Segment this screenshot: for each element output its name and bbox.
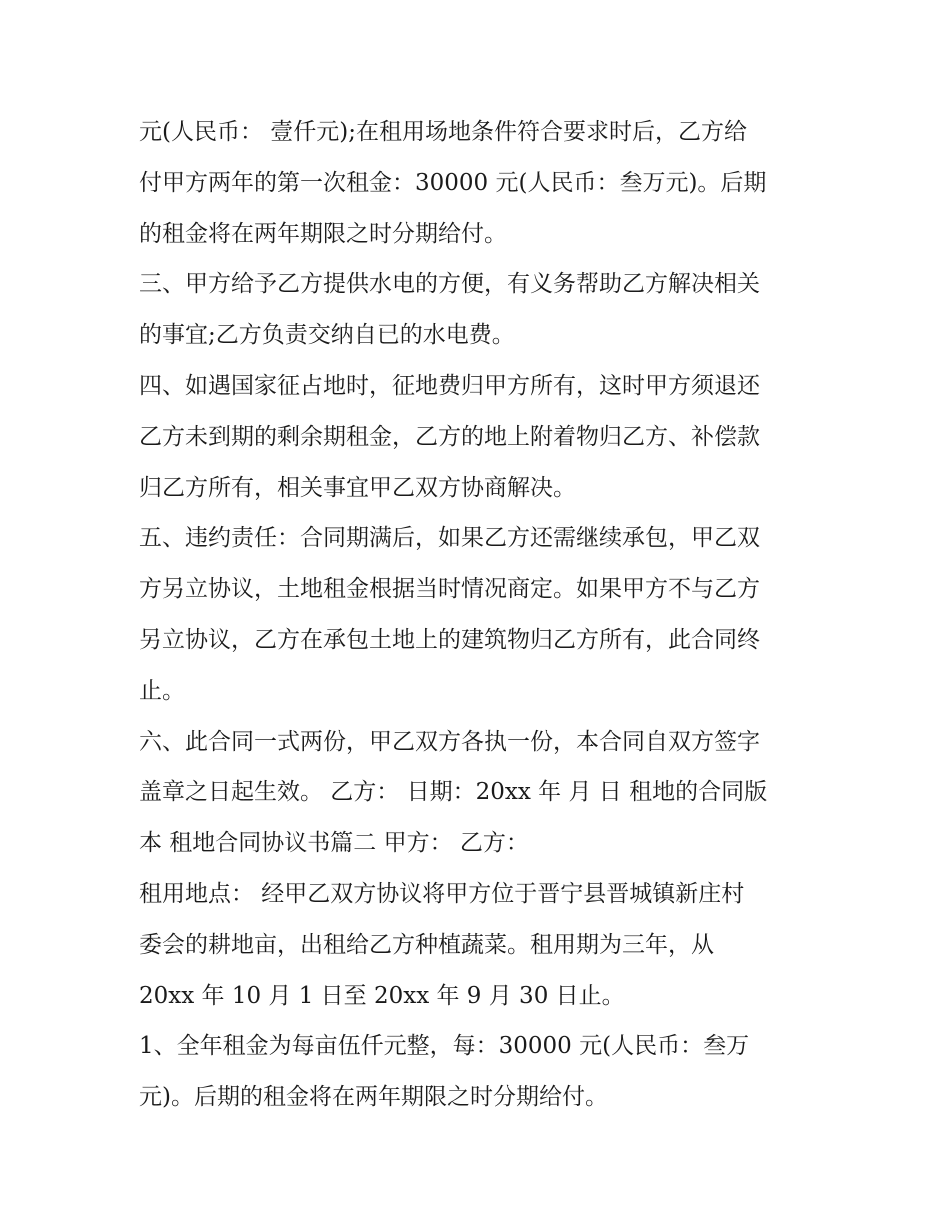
text-line: 三、甲方给予乙方提供水电的方便，有义务帮助乙方解决相关 <box>139 271 760 298</box>
text-line: 五、违约责任：合同期满后，如果乙方还需继续承包，甲乙双 <box>139 525 760 552</box>
text-line: 四、如遇国家征占地时，征地费归甲方所有，这时甲方须退还 <box>139 372 760 399</box>
text-line: 委会的耕地亩，出租给乙方种植蔬菜。租用期为三年，从 <box>139 931 714 958</box>
text-line: 另立协议，乙方在承包土地上的建筑物归乙方所有，此合同终 <box>139 626 760 653</box>
text-line: 盖章之日起生效。 乙方： 日期：20xx 年 月 日 租地的合同版 <box>139 779 768 806</box>
text-line: 1、全年租金为每亩伍仟元整，每：30000 元(人民币：叁万 <box>139 1033 750 1060</box>
text-line: 乙方未到期的剩余期租金，乙方的地上附着物归乙方、补偿款 <box>139 423 760 450</box>
text-line: 元)。后期的租金将在两年期限之时分期给付。 <box>139 1084 608 1111</box>
text-line: 租用地点： 经甲乙双方协议将甲方位于晋宁县晋城镇新庄村 <box>139 880 745 907</box>
text-line: 的租金将在两年期限之时分期给付。 <box>139 220 507 247</box>
document-body <box>139 107 829 1123</box>
text-line: 止。 <box>139 677 185 704</box>
text-line: 六、此合同一式两份，甲乙双方各执一份，本合同自双方签字 <box>139 728 760 755</box>
text-line: 元(人民币： 壹仟元);在租用场地条件符合要求时后，乙方给 <box>139 119 748 145</box>
text-line: 付甲方两年的第一次租金：30000 元(人民币：叁万元)。后期 <box>139 169 767 196</box>
text-line: 归乙方所有，相关事宜甲乙双方协商解决。 <box>139 474 576 501</box>
text-line: 20xx 年 10 月 1 日至 20xx 年 9 月 30 日止。 <box>139 982 625 1009</box>
text-line: 本 租地合同协议书篇二 甲方： 乙方： <box>139 830 529 857</box>
text-line: 方另立协议，土地租金根据当时情况商定。如果甲方不与乙方 <box>139 576 760 603</box>
text-line: 的事宜;乙方负责交纳自已的水电费。 <box>139 322 515 349</box>
